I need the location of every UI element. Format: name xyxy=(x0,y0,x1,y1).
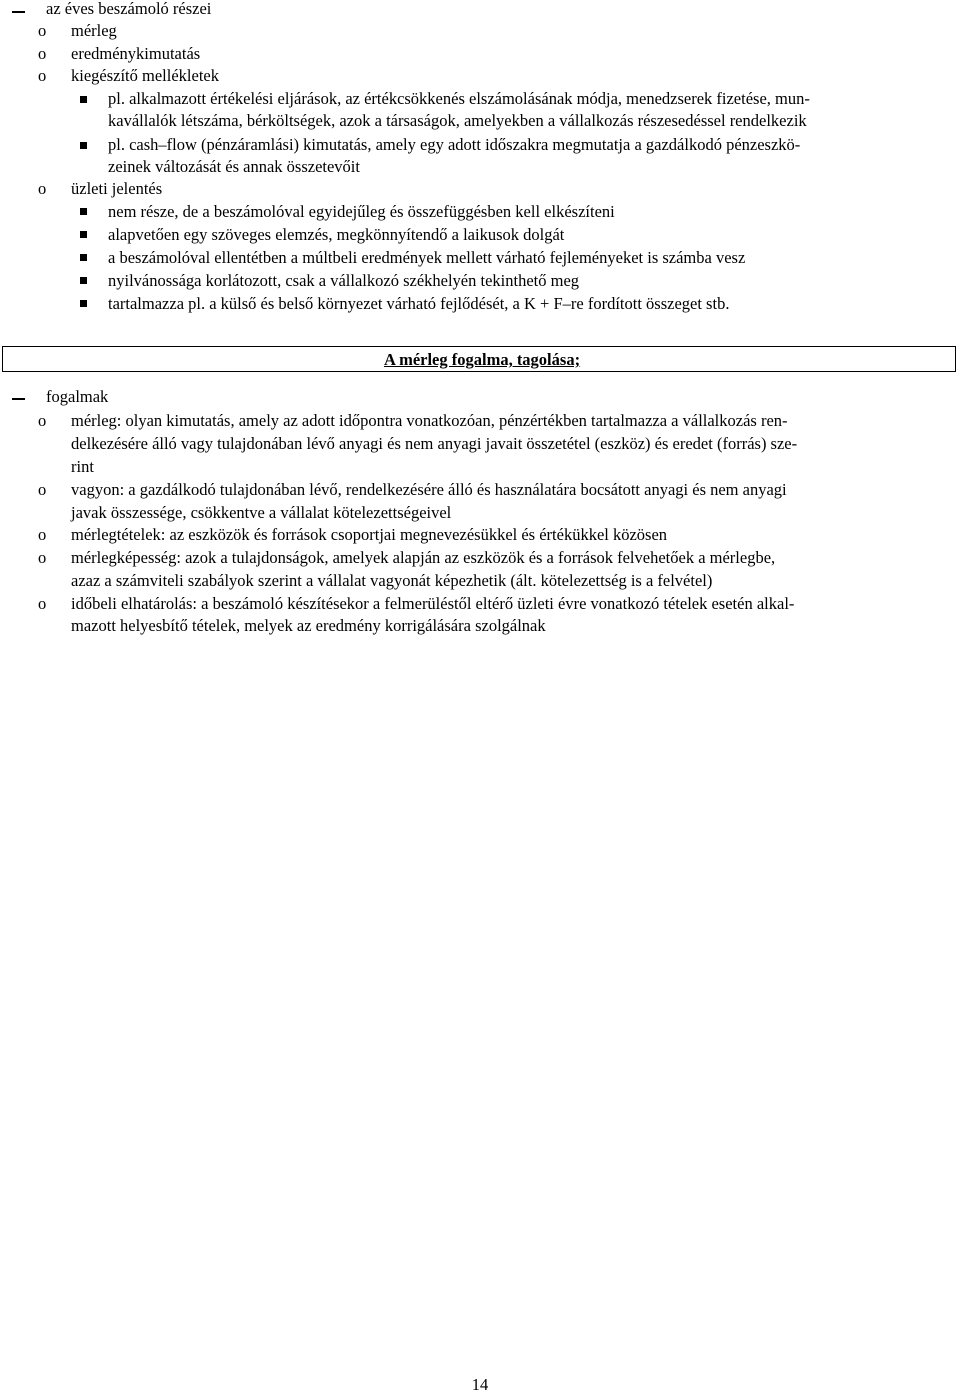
definition-line: mérleg: olyan kimutatás, amely az adott időpontra vonatkozóan, pénzértékben tartalmazza a vállalkozás ren- xyxy=(71,411,788,430)
definition-line: vagyon: a gazdálkodó tulajdonában lévő, rendelkezésére álló és használatára bocsátott anyagi és nem anyagi xyxy=(71,480,787,499)
circle-bullet-icon: o xyxy=(38,411,47,430)
definition-line: mérlegképesség: azok a tulajdonságok, amelyek alapján az eszközök és a források felvehetőek a mérlegbe, xyxy=(71,548,776,567)
list-item-detail: alapvetően egy szöveges elemzés, megkönnyítendő a laikusok dolgát xyxy=(108,225,565,244)
definition-line-continuation: rint xyxy=(71,457,94,476)
section-heading: A mérleg fogalma, tagolása; xyxy=(383,350,581,369)
section-heading-box xyxy=(2,346,956,372)
page-number: 14 xyxy=(471,1375,489,1394)
list-item-detail-continuation: zeinek változását és annak összetevőit xyxy=(108,157,360,176)
list-item-sub: üzleti jelentés xyxy=(71,179,163,198)
definition-line: időbeli elhatárolás: a beszámoló készítésekor a felmerüléstől eltérő üzleti évre vonatkozó tételek esetén alkal- xyxy=(71,594,795,613)
list-item-sub: kiegészítő mellékletek xyxy=(71,66,219,85)
definition-line: mérlegtételek: az eszközök és források csoportjai megnevezésükkel és értékükkel közösen xyxy=(71,525,668,544)
definition-line-continuation: delkezésére álló vagy tulajdonában lévő anyagi és nem anyagi javait összetétel (eszköz) és eredet (forrás) sze- xyxy=(71,434,798,453)
circle-bullet-icon: o xyxy=(38,44,47,63)
list-item-detail: nem része, de a beszámolóval egyidejűleg és összefüggésben kell elkészíteni xyxy=(108,202,615,221)
dash-bullet-icon xyxy=(12,11,25,13)
circle-bullet-icon: o xyxy=(38,21,47,40)
definition-line-continuation: javak összessége, csökkentve a vállalat kötelezettségeivel xyxy=(71,503,452,522)
dash-bullet-icon xyxy=(12,398,25,400)
square-bullet-icon xyxy=(80,300,87,307)
circle-bullet-icon: o xyxy=(38,480,47,499)
square-bullet-icon xyxy=(80,96,87,103)
circle-bullet-icon: o xyxy=(38,66,47,85)
list-item-detail: pl. cash–flow (pénzáramlási) kimutatás, amely egy adott időszakra megmutatja a gazdálkodó pénzeszkö- xyxy=(108,135,801,154)
list-item-sub: mérleg xyxy=(71,21,117,40)
square-bullet-icon xyxy=(80,277,87,284)
list-item-sub: eredménykimutatás xyxy=(71,44,201,63)
list-item-detail: a beszámolóval ellentétben a múltbeli eredmények mellett várható fejleményeket is számba vesz xyxy=(108,248,746,267)
list-item-main: fogalmak xyxy=(46,387,109,406)
definition-line-continuation: mazott helyesbítő tételek, melyek az eredmény korrigálására szolgálnak xyxy=(71,616,546,635)
square-bullet-icon xyxy=(80,142,87,149)
square-bullet-icon xyxy=(80,208,87,215)
square-bullet-icon xyxy=(80,254,87,261)
list-item-detail-continuation: kavállalók létszáma, bérköltségek, azok a társaságok, amelyekben a vállalkozás részesedéssel rendelkezik xyxy=(108,111,807,130)
circle-bullet-icon: o xyxy=(38,548,47,567)
circle-bullet-icon: o xyxy=(38,525,47,544)
square-bullet-icon xyxy=(80,231,87,238)
definition-line-continuation: azaz a számviteli szabályok szerint a vállalat vagyonát képezhetik (ált. kötelezettség is a felvétel) xyxy=(71,571,713,590)
list-item-detail: tartalmazza pl. a külső és belső környezet várható fejlődését, a K + F–re fordított összeget stb. xyxy=(108,294,730,313)
list-item-detail: nyilvánossága korlátozott, csak a vállalkozó székhelyén tekinthető meg xyxy=(108,271,580,290)
circle-bullet-icon: o xyxy=(38,594,47,613)
circle-bullet-icon: o xyxy=(38,179,47,198)
list-item-main: az éves beszámoló részei xyxy=(46,0,212,18)
list-item-detail: pl. alkalmazott értékelési eljárások, az értékcsökkenés elszámolásának módja, menedzserek fizetése, mun- xyxy=(108,89,810,108)
